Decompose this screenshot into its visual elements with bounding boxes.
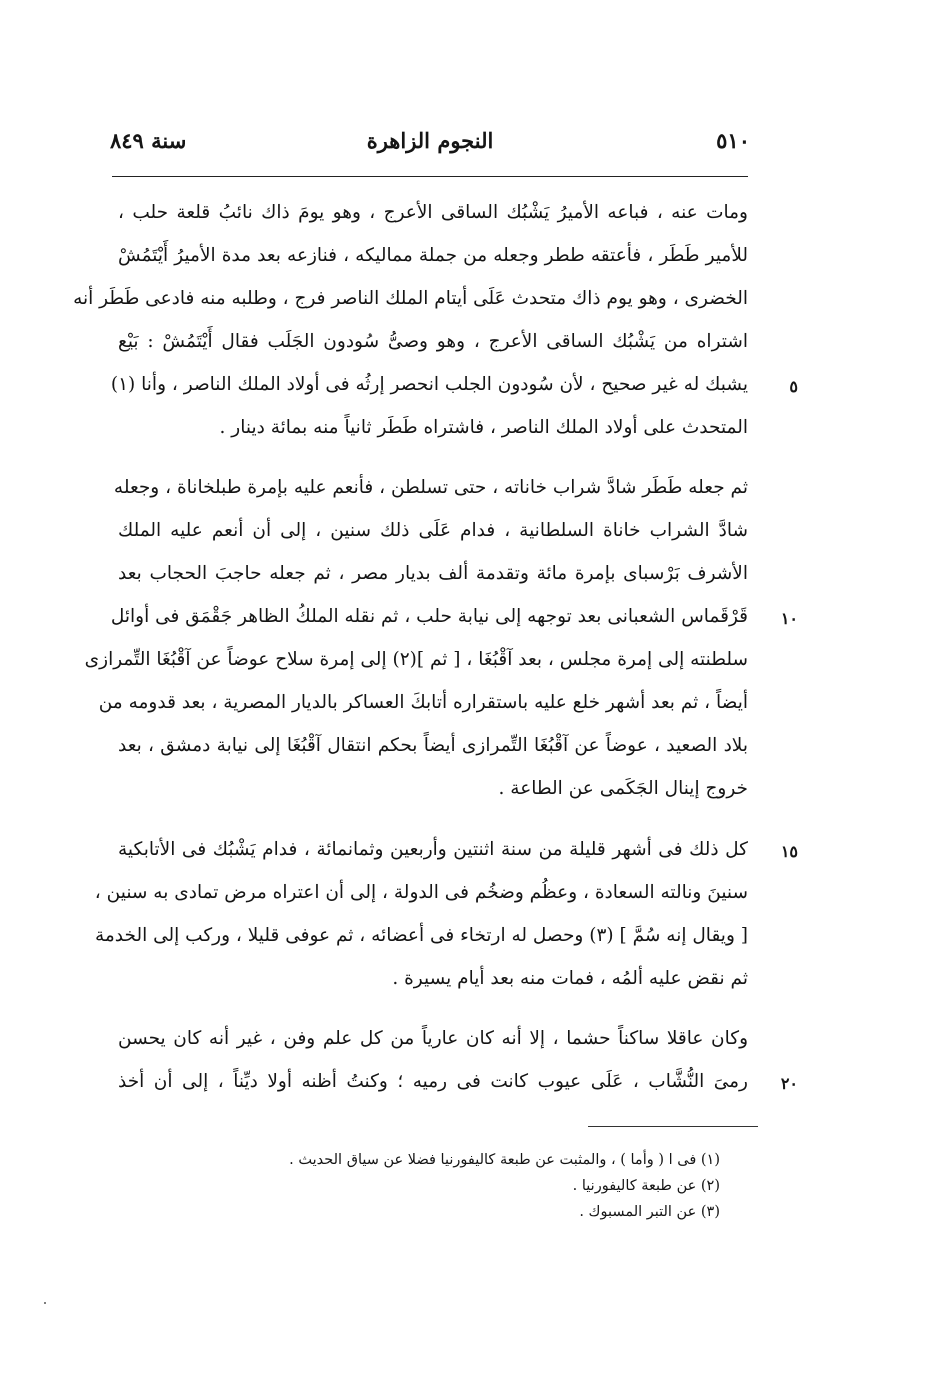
text-line: ثم جعله طَطَر شادَّ شراب خاناته ، حتى تسلطن ، فأنعم عليه بإمرة طبلخاناة ، وجعله xyxy=(113,477,748,498)
scan-speck xyxy=(44,1302,46,1304)
footnote: (٣) عن التبر المسبوك . xyxy=(579,1204,720,1220)
text-line: اشتراه من يَشْبُك الساقى الأعرج ، وهو وصىُّ سُودون الجَلَب فقال أَيْتَمُشْ : بَيْع xyxy=(118,331,748,352)
text-line: الأشرف بَرْسباى بإمرة مائة وتقدمة ألف بديار مصر ، ثم جعله حاجبَ الحجاب بعد xyxy=(118,563,748,584)
text-line: سنينَ ونالته السعادة ، وعظُم وضخُم فى الدولة ، إلى أن اعتراه مرض تمادى به سنين ، xyxy=(94,882,748,903)
text-line: ثم نقض عليه ألمُه ، فمات منه بعد أيام يسيرة . xyxy=(392,968,748,989)
line-number: ١٠ xyxy=(780,609,798,628)
line-number: ١٥ xyxy=(780,842,798,861)
running-title: النجوم الزاهرة xyxy=(366,128,494,153)
text-line: [ ويقال إنه سُمَّ ] (٣) وحصل له ارتخاء فى أعضائه ، ثم عوفى قليلا ، وركب إلى الخدمة xyxy=(94,925,748,946)
text-line: شادَّ الشراب خاناة السلطانية ، فدام عَلَى ذلك سنين ، إلى أن أنعم عليه الملك xyxy=(118,520,748,541)
header-rule xyxy=(112,176,748,177)
page-number: ٥١٠ xyxy=(716,128,750,153)
text-line: خروج إينال الجَكَمى عن الطاعة . xyxy=(498,778,748,799)
text-line: أيضاً ، ثم بعد أشهر خلع عليه باستقراره أتابكَ العساكر بالديار المصرية ، بعد قدومه من xyxy=(98,692,748,713)
text-line: سلطنته إلى إمرة مجلس ، بعد آقْبُغَا ، [ ثم ](٢) إلى إمرة سلاح عوضاً عن آقْبُغَا التِّمرازى xyxy=(84,649,748,670)
text-line: بلاد الصعيد ، عوضاً عن آقْبُغَا التِّمرازى أيضاً بحكم انتقال آقْبُغَا إلى نيابة دمشق ، بعد xyxy=(118,735,748,756)
footnote: (١) فى ا ( وأما ) ، والمثبت عن طبعة كاليفورنيا فضلا عن سياق الحديث . xyxy=(289,1152,720,1168)
line-number: ٢٠ xyxy=(780,1074,798,1093)
text-line: كل ذلك فى أشهر قليلة من سنة اثنتين وأربعين وثمانمائة ، فدام يَشْبُك فى الأتابكية xyxy=(118,839,748,860)
text-line: ومات عنه ، فباعه الأميرُ يَشْبُك الساقى الأعرج ، وهو يومَ ذاك نائبُ قلعة حلب ، xyxy=(118,202,748,223)
text-line: المتحدث على أولاد الملك الناصر ، فاشتراه طَطَر ثانياً منه بمائة دينار . xyxy=(219,417,748,438)
text-line: الخضرى ، وهو يوم ذاك متحدث عَلَى أيتام الملك الناصر فرج ، وطلبه منه فادعى طَطَر أنه xyxy=(73,288,748,309)
header-year: سنة ٨٤٩ xyxy=(110,128,187,153)
running-header xyxy=(110,128,750,168)
text-line: يشبك له غير صحيح ، لأن سُودون الجلب انحصر إرثُه فى أولاد الملك الناصر ، وأنا (١) xyxy=(110,374,748,395)
text-line: للأمير طَطَر ، فأعتقه ططر وجعله من جملة مماليكه ، فنازعه بعد مدة الأميرُ أَيْتَمُشْ xyxy=(118,245,748,266)
text-line: رمىَ النُّشَّاب ، عَلَى عيوب كانت فى رميه ؛ وكنتُ أظنه أولا ديِّناً ، إلى أن أخذ xyxy=(118,1071,748,1092)
footnote-rule xyxy=(588,1126,758,1127)
line-number: ٥ xyxy=(789,377,798,396)
footnote: (٢) عن طبعة كاليفورنيا . xyxy=(572,1178,720,1194)
text-line: وكان عاقلا ساكناً حشما ، إلا أنه كان عارياً من كل علم وفن ، غير أنه كان يحسن xyxy=(118,1028,748,1049)
text-line: قَرْقَماس الشعبانى بعد توجهه إلى نيابة حلب ، ثم نقله الملكُ الظاهر جَقْمَق فى أوائل xyxy=(110,606,748,627)
